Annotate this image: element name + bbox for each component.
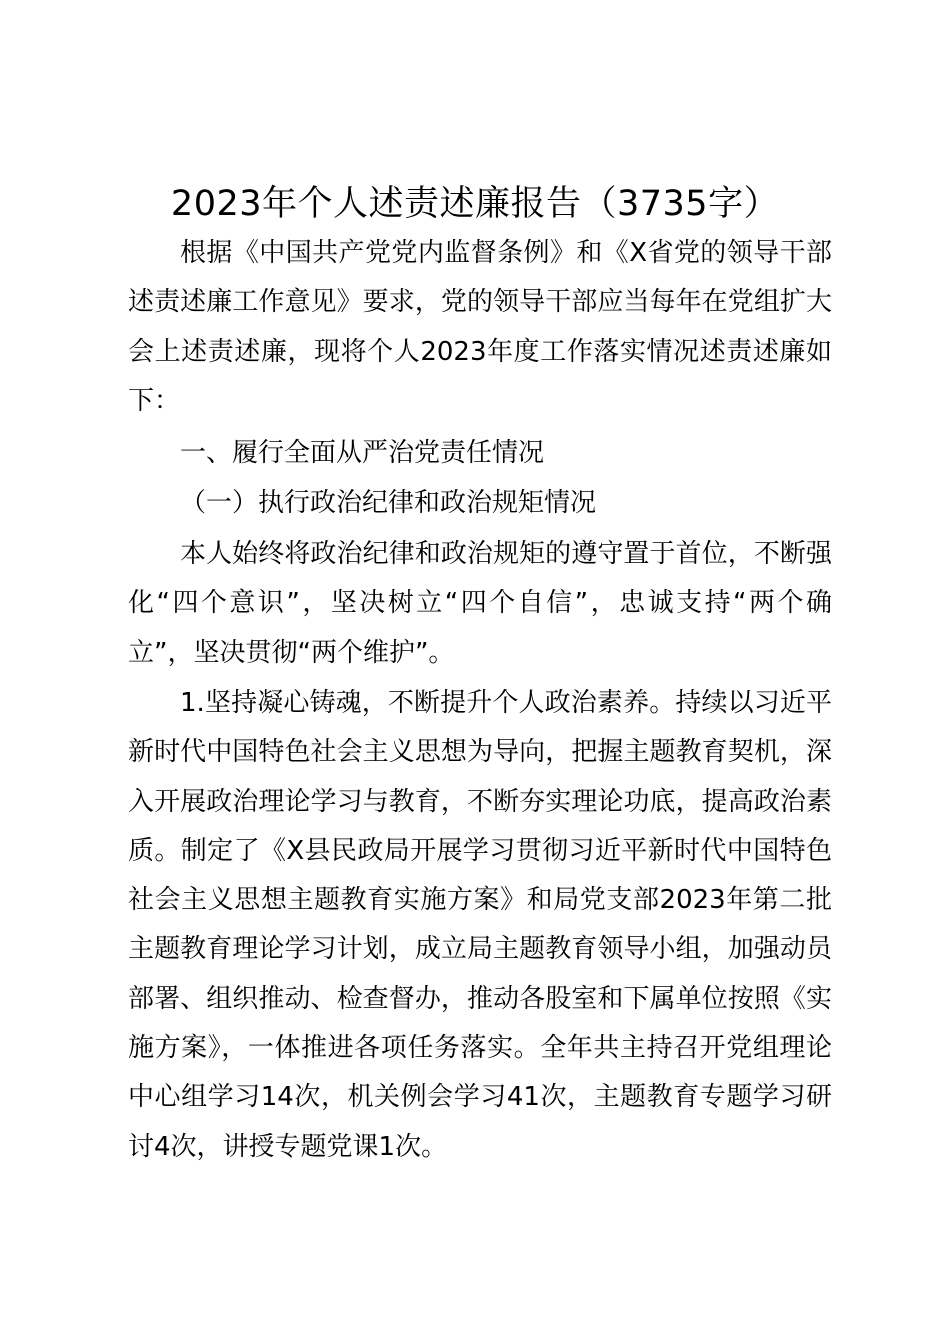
document-title: 2023年个人述责述廉报告（3735字） (170, 184, 780, 224)
intro-paragraph (128, 229, 832, 426)
paragraph-2-text: 1.坚持凝心铸魂，不断提升个人政治素养。持续以习近平新时代中国特色社会主义思想为导向，把握主题教育契机，深入开展政治理论学习与教育，不断夯实理论功底，提高政治素质。制定了《X县民政局开展学习贯彻习近平新时代中国特色社会主义思想主题教育实施方案》和局党支部2023年第二批主题教育理论学习计划，成立局主题教育领导小组，加强动员部署、组织推动、检查督办，推动各股室和下属单位按照《实施方案》，一体推进各项任务落实。全年共主持召开党组理论中心组学习14次，机关例会学习41次，主题教育专题学习研讨4次，讲授专题党课1次。 (128, 688, 832, 1162)
body-paragraph-2 (128, 679, 832, 1172)
paragraph-1-text: 本人始终将政治纪律和政治规矩的遵守置于首位，不断强化“四个意识”，坚决树立“四个自信”，忠诚支持“两个确立”，坚决贯彻“两个维护”。 (128, 539, 832, 668)
intro-text: 根据《中国共产党党内监督条例》和《X省党的领导干部述责述廉工作意见》要求，党的领导干部应当每年在党组扩大会上述责述廉，现将个人2023年度工作落实情况述责述廉如下： (128, 238, 832, 416)
heading-2-text: （一）执行政治纪律和政治规矩情况 (180, 488, 597, 518)
body-paragraph-1 (128, 530, 832, 678)
section-heading-1 (128, 429, 832, 478)
section-heading-2 (128, 479, 832, 528)
heading-1-text: 一、履行全面从严治党责任情况 (180, 438, 545, 468)
